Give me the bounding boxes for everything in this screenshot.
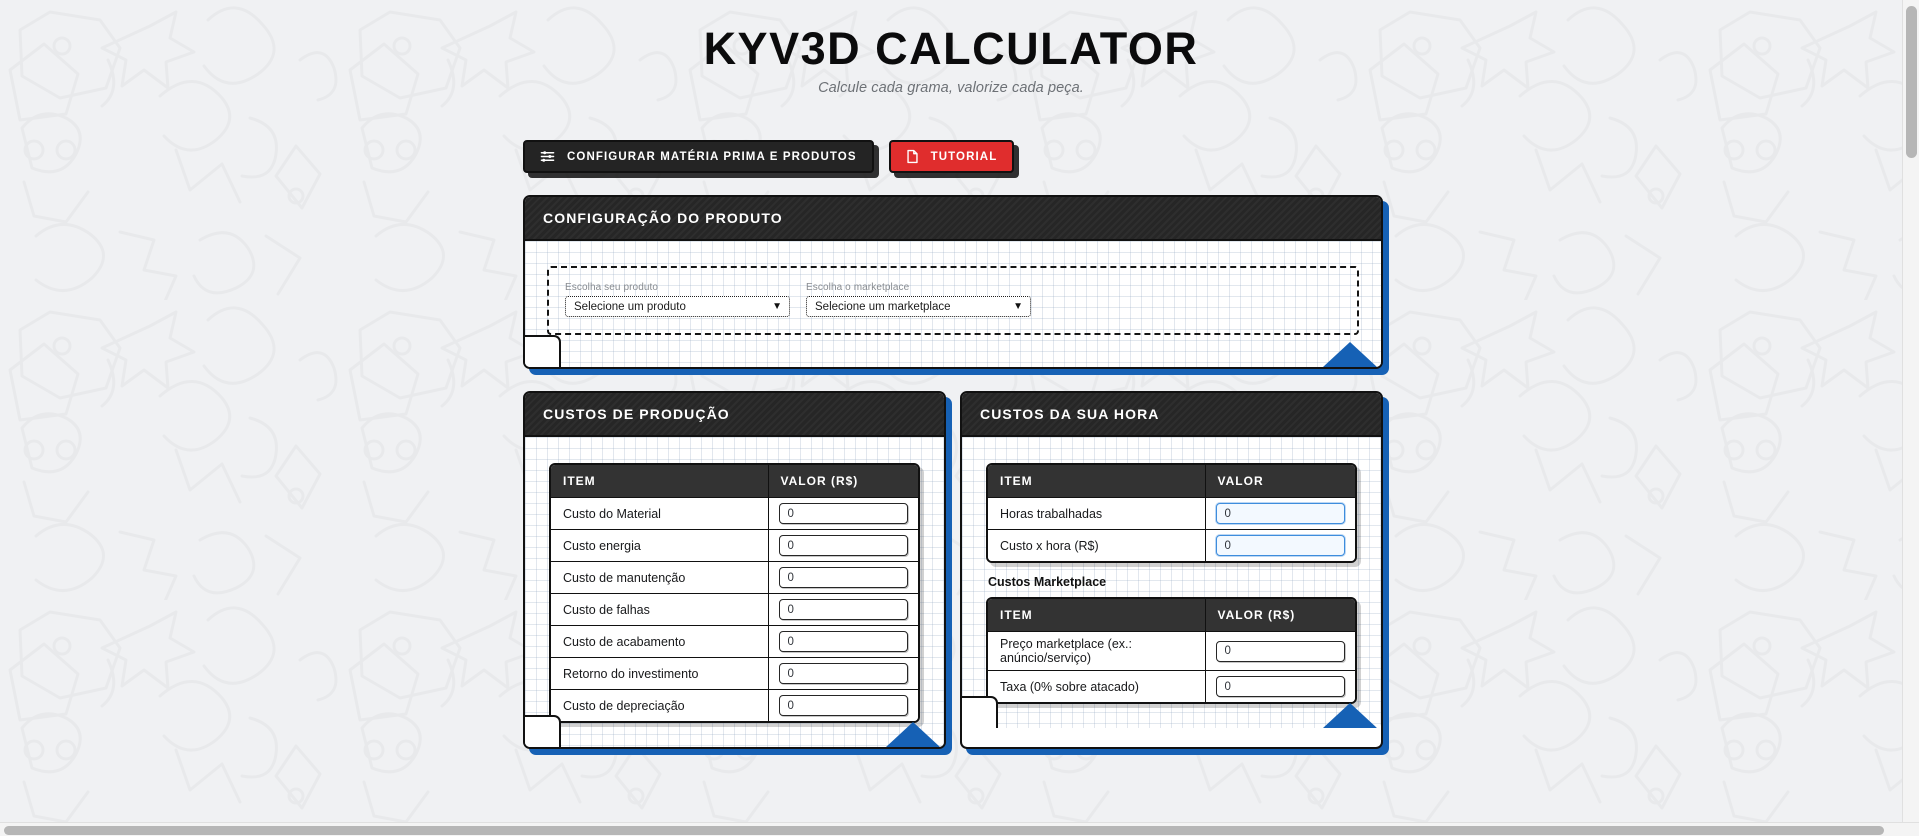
page-header xyxy=(0,0,1902,96)
hour-costs-card xyxy=(960,391,1383,749)
vertical-scrollbar-thumb[interactable] xyxy=(1906,6,1917,158)
row-value-cell xyxy=(1205,498,1355,530)
product-field-label: Escolha seu produto xyxy=(565,282,659,294)
product-selects xyxy=(565,282,1341,317)
value-input[interactable] xyxy=(779,695,909,716)
production-costs-body xyxy=(525,437,944,747)
hour-costs-title: CUSTOS DA SUA HORA xyxy=(962,393,1381,437)
marketplace-field-label: Escolha o marketplace xyxy=(806,282,910,294)
horizontal-scrollbar[interactable] xyxy=(0,822,1919,836)
row-value-cell xyxy=(768,690,918,722)
value-input[interactable] xyxy=(779,567,909,588)
row-value-cell xyxy=(768,594,918,626)
tutorial-label: TUTORIAL xyxy=(930,150,998,163)
marketplace-field xyxy=(806,282,1031,317)
column-header-item: ITEM xyxy=(551,465,768,498)
cost-cards-row xyxy=(0,391,1902,749)
configure-materials-button[interactable] xyxy=(523,140,874,173)
product-configuration-title: CONFIGURAÇÃO DO PRODUTO xyxy=(525,197,1381,241)
row-item-label: Custo de depreciação xyxy=(551,690,768,722)
toolbar xyxy=(0,140,1902,173)
value-input[interactable] xyxy=(779,535,909,556)
production-costs-table xyxy=(551,465,918,721)
document-icon xyxy=(906,149,919,164)
column-header-value: VALOR (R$) xyxy=(1205,599,1355,632)
marketplace-costs-table xyxy=(988,599,1355,702)
table-row xyxy=(551,690,918,722)
chevron-down-icon: ▼ xyxy=(772,300,782,312)
value-input[interactable] xyxy=(779,663,909,684)
row-item-label: Custo energia xyxy=(551,530,768,562)
config-card-row xyxy=(0,195,1902,369)
marketplace-select-value: Selecione um marketplace xyxy=(815,300,951,313)
column-header-value: VALOR (R$) xyxy=(768,465,918,498)
row-value-cell xyxy=(768,626,918,658)
product-select-value: Selecione um produto xyxy=(574,300,686,313)
value-input[interactable] xyxy=(779,503,909,524)
marketplace-costs-heading: Custos Marketplace xyxy=(988,575,1107,590)
value-input[interactable] xyxy=(1216,535,1346,556)
row-item-label: Taxa (0% sobre atacado) xyxy=(988,671,1205,703)
row-value-cell xyxy=(768,562,918,594)
column-header-item: ITEM xyxy=(988,465,1205,498)
value-input[interactable] xyxy=(1216,503,1346,524)
resize-handle[interactable] xyxy=(1323,703,1377,728)
table-row xyxy=(988,498,1355,530)
row-value-cell xyxy=(1205,632,1355,671)
row-value-cell xyxy=(768,658,918,690)
row-item-label: Retorno do investimento xyxy=(551,658,768,690)
resize-handle[interactable] xyxy=(886,722,940,747)
table-row xyxy=(551,658,918,690)
chevron-down-icon: ▼ xyxy=(1013,300,1023,312)
table-row xyxy=(988,671,1355,703)
page-title: KYV3D CALCULATOR xyxy=(703,23,1199,74)
table-header-row xyxy=(988,599,1355,632)
product-configuration-card xyxy=(523,195,1383,369)
hour-costs-table-wrap xyxy=(986,463,1357,563)
table-row xyxy=(988,530,1355,562)
production-costs-table-wrap xyxy=(549,463,920,723)
value-input[interactable] xyxy=(779,599,909,620)
marketplace-costs-table-wrap xyxy=(986,597,1357,704)
row-value-cell xyxy=(768,530,918,562)
table-row xyxy=(551,530,918,562)
row-item-label: Custo de manutenção xyxy=(551,562,768,594)
product-field xyxy=(565,282,790,317)
product-configuration-body xyxy=(525,241,1381,367)
row-item-label: Horas trabalhadas xyxy=(988,498,1205,530)
value-input[interactable] xyxy=(1216,676,1346,697)
table-row xyxy=(551,498,918,530)
hour-costs-body xyxy=(962,437,1381,728)
row-item-label: Custo de falhas xyxy=(551,594,768,626)
sliders-icon xyxy=(540,149,555,164)
table-row xyxy=(551,594,918,626)
resize-handle[interactable] xyxy=(1323,342,1377,367)
row-value-cell xyxy=(768,498,918,530)
marketplace-select[interactable] xyxy=(806,296,1031,317)
row-item-label: Custo x hora (R$) xyxy=(988,530,1205,562)
horizontal-scrollbar-thumb[interactable] xyxy=(4,826,1884,835)
vertical-scrollbar[interactable] xyxy=(1902,0,1919,822)
row-item-label: Custo do Material xyxy=(551,498,768,530)
value-input[interactable] xyxy=(779,631,909,652)
table-row xyxy=(988,632,1355,671)
hour-costs-table xyxy=(988,465,1355,561)
row-item-label: Custo de acabamento xyxy=(551,626,768,658)
product-select[interactable] xyxy=(565,296,790,317)
configure-materials-label: CONFIGURAR MATÉRIA PRIMA E PRODUTOS xyxy=(567,150,857,163)
product-selection-dropzone xyxy=(547,266,1359,335)
tutorial-button[interactable] xyxy=(889,140,1015,173)
table-header-row xyxy=(551,465,918,498)
row-value-cell xyxy=(1205,671,1355,703)
column-header-value: VALOR xyxy=(1205,465,1355,498)
table-row xyxy=(551,626,918,658)
column-header-item: ITEM xyxy=(988,599,1205,632)
production-costs-title: CUSTOS DE PRODUÇÃO xyxy=(525,393,944,437)
page-subtitle: Calcule cada grama, valorize cada peça. xyxy=(818,80,1084,97)
table-row xyxy=(551,562,918,594)
value-input[interactable] xyxy=(1216,641,1346,662)
row-item-label: Preço marketplace (ex.: anúncio/serviço) xyxy=(988,632,1205,671)
production-costs-card xyxy=(523,391,946,749)
table-header-row xyxy=(988,465,1355,498)
row-value-cell xyxy=(1205,530,1355,562)
